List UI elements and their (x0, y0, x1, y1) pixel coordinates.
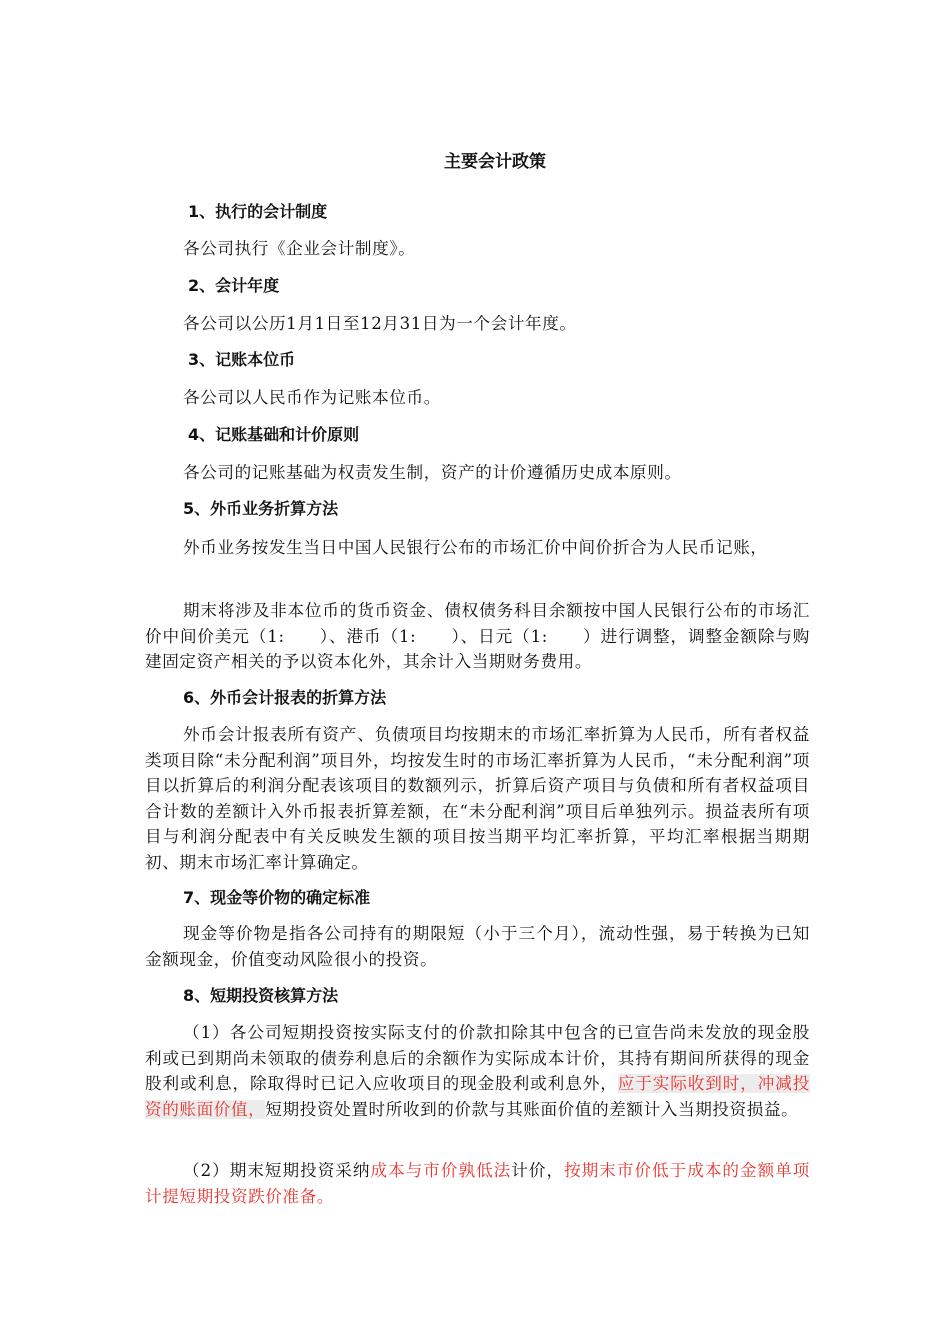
section-3-heading: 3、记账本位币 (188, 350, 296, 369)
section-8-p2-red-text-d: 按期末市价低于成本的金额单项计提短期投资跌价准备。 (145, 1161, 810, 1206)
section-6-heading: 6、外币会计报表的折算方法 (183, 688, 387, 707)
section-8-heading: 8、短期投资核算方法 (183, 986, 339, 1005)
section-2-text: 各公司以公历1月1日至12月31日为一个会计年度。 (183, 314, 577, 333)
section-1-heading: 1、执行的会计制度 (188, 202, 328, 221)
section-8-p2-red-text-b: 成本与市价孰低法 (370, 1161, 512, 1180)
section-2-heading: 2、会计年度 (188, 276, 280, 295)
section-6-paragraph-1: 外币会计报表所有资产、负债项目均按期末的市场汇率折算为人民币，所有者权益类项目除“未分配利润”项目外，均按发生时的市场汇率折算为人民币，“未分配利润”项目以折算后的利润分配表该项目的数额列示，折算后资产项目与负债和所有者权益项目合计数的差额计入外币报表折算差额，在“未分配利润”项目后单独列示。损益表所有项目与利润分配表中有关反映发生额的项目按当期平均汇率折算，平均汇率根据当期期初、期末市场汇率计算确定。 (145, 725, 810, 872)
section-8-p2-text-a: （2）期末短期投资采纳 (183, 1161, 371, 1180)
section-8-paragraph-2 (145, 1158, 810, 1209)
section-8-p1-highlighted-text: 应于实际收到时，冲减投资的账面价值， (145, 1074, 810, 1119)
section-5-paragraph-1: 外币业务按发生当日中国人民银行公布的市场汇价中间价折合为人民币记账， (183, 538, 768, 557)
section-7-heading: 7、现金等价物的确定标准 (183, 888, 371, 907)
section-5-heading: 5、外币业务折算方法 (183, 499, 339, 518)
section-7-paragraph-1: 现金等价物是指各公司持有的期限短（小于三个月），流动性强，易于转换为已知金额现金，价值变动风险很小的投资。 (145, 924, 810, 969)
section-3-text: 各公司以人民币作为记账本位币。 (183, 388, 441, 407)
section-8-p1-text-c: 短期投资处置时所收到的价款与其账面价值的差额计入当期投资损益。 (265, 1099, 799, 1119)
section-4-text: 各公司的记账基础为权责发生制，资产的计价遵循历史成本原则。 (183, 463, 682, 482)
document-title: 主要会计政策 (444, 152, 546, 172)
section-1-text: 各公司执行《企业会计制度》。 (183, 239, 416, 258)
section-5-paragraph-2: 期末将涉及非本位币的货币资金、债权债务科目余额按中国人民银行公布的市场汇价中间价美元（1: ）、港币（1: ）、日元（1: ）进行调整，调整金额除与购建固定资产相关的予以资本化外，其余计入当期财务费用。 (145, 601, 810, 671)
section-8-p1-text-a: （1）各公司短期投资按实际支付的价款扣除其中包含的已宣告尚未发放的现金股利或已到期尚未领取的债券利息后的余额作为实际成本计价，其持有期间所获得的现金股利或利息，除取得时已记入应收项目的现金股利或利息外， (145, 1023, 810, 1093)
section-8-paragraph-1 (145, 1020, 810, 1122)
section-4-heading: 4、记账基础和计价原则 (188, 425, 360, 444)
section-8-p2-text-c: 计价， (511, 1161, 565, 1180)
